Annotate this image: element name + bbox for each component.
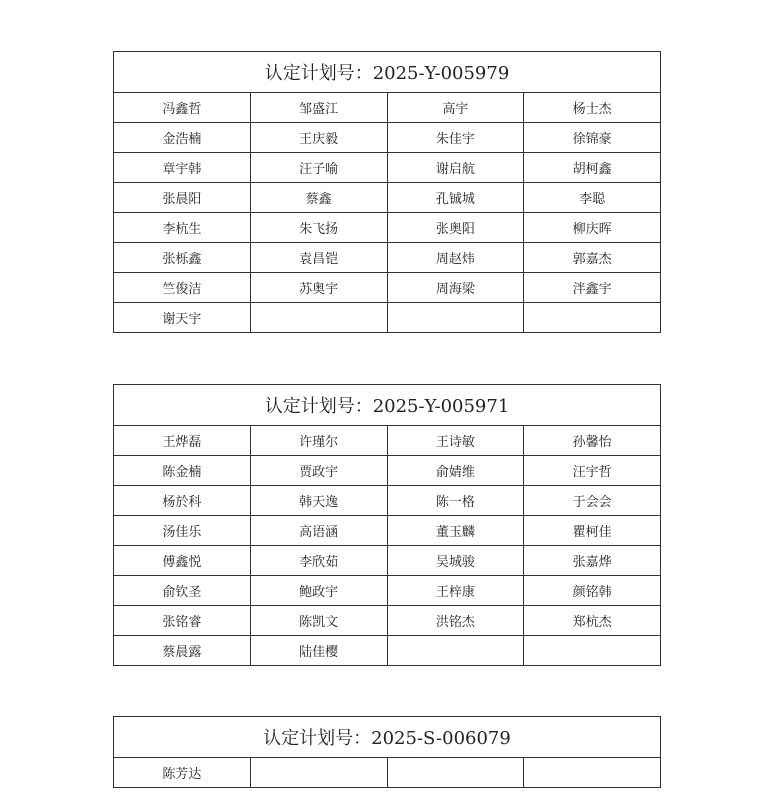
name-cell: 谢天宇 — [114, 303, 251, 333]
name-cell — [387, 636, 524, 666]
name-cell: 李聪 — [524, 183, 661, 213]
name-cell: 柳庆晖 — [524, 213, 661, 243]
name-cell: 张奥阳 — [387, 213, 524, 243]
name-cell: 俞钦圣 — [114, 576, 251, 606]
table-row — [114, 456, 661, 486]
name-cell: 于会会 — [524, 486, 661, 516]
name-cell: 鲍政宇 — [250, 576, 387, 606]
name-cell: 郭嘉杰 — [524, 243, 661, 273]
plan-title: 认定计划号：2025-S-006079 — [114, 717, 661, 758]
name-cell: 孙馨怡 — [524, 426, 661, 456]
name-cell: 张栎鑫 — [114, 243, 251, 273]
name-cell: 李欣茹 — [250, 546, 387, 576]
name-cell: 张铭睿 — [114, 606, 251, 636]
table-row — [114, 516, 661, 546]
plan-title: 认定计划号：2025-Y-005979 — [114, 52, 661, 93]
name-cell — [387, 303, 524, 333]
name-cell: 蔡晨露 — [114, 636, 251, 666]
name-cell: 胡柯鑫 — [524, 153, 661, 183]
table-row — [114, 426, 661, 456]
name-cell: 张嘉烨 — [524, 546, 661, 576]
plan-table-1 — [113, 384, 661, 666]
name-cell: 陆佳樱 — [250, 636, 387, 666]
name-cell: 颜铭韩 — [524, 576, 661, 606]
name-cell: 杨士杰 — [524, 93, 661, 123]
name-cell: 泮鑫宇 — [524, 273, 661, 303]
name-cell: 陈一格 — [387, 486, 524, 516]
table-row — [114, 486, 661, 516]
name-cell: 金浩楠 — [114, 123, 251, 153]
name-cell: 洪铭杰 — [387, 606, 524, 636]
name-cell: 邹盛江 — [250, 93, 387, 123]
name-cell: 孔铖城 — [387, 183, 524, 213]
name-cell: 高宇 — [387, 93, 524, 123]
name-cell: 章宇韩 — [114, 153, 251, 183]
name-cell: 陈芳达 — [114, 758, 251, 788]
name-cell — [524, 303, 661, 333]
name-cell: 王庆毅 — [250, 123, 387, 153]
plan-title-row — [114, 385, 661, 426]
name-cell: 王梓康 — [387, 576, 524, 606]
name-cell: 谢启航 — [387, 153, 524, 183]
name-cell: 张晨阳 — [114, 183, 251, 213]
table-row — [114, 606, 661, 636]
name-cell: 郑杭杰 — [524, 606, 661, 636]
plan-title-row — [114, 52, 661, 93]
plan-table-2 — [113, 716, 661, 788]
table-row — [114, 213, 661, 243]
name-cell: 李杭生 — [114, 213, 251, 243]
table-row — [114, 576, 661, 606]
table-row — [114, 273, 661, 303]
name-cell: 吴城骏 — [387, 546, 524, 576]
name-cell: 周赵炜 — [387, 243, 524, 273]
name-cell: 韩天逸 — [250, 486, 387, 516]
plan-table-0 — [113, 51, 661, 333]
name-cell: 董玉麟 — [387, 516, 524, 546]
name-cell: 贾政宇 — [250, 456, 387, 486]
table-row — [114, 303, 661, 333]
name-cell: 汤佳乐 — [114, 516, 251, 546]
name-cell: 瞿柯佳 — [524, 516, 661, 546]
name-cell: 陈凯文 — [250, 606, 387, 636]
table-row — [114, 183, 661, 213]
name-cell: 竺俊洁 — [114, 273, 251, 303]
table-row — [114, 93, 661, 123]
name-cell: 苏奥宇 — [250, 273, 387, 303]
name-cell: 王烨磊 — [114, 426, 251, 456]
name-cell — [524, 758, 661, 788]
name-cell: 朱佳宇 — [387, 123, 524, 153]
name-cell: 杨於科 — [114, 486, 251, 516]
name-cell — [524, 636, 661, 666]
plan-title-row — [114, 717, 661, 758]
plan-title: 认定计划号：2025-Y-005971 — [114, 385, 661, 426]
name-cell: 俞婧维 — [387, 456, 524, 486]
name-cell: 傅鑫悦 — [114, 546, 251, 576]
name-cell: 汪子喻 — [250, 153, 387, 183]
name-cell: 朱飞扬 — [250, 213, 387, 243]
table-row — [114, 546, 661, 576]
table-row — [114, 153, 661, 183]
name-cell: 周海梁 — [387, 273, 524, 303]
name-cell: 王诗敏 — [387, 426, 524, 456]
name-cell: 许瑾尔 — [250, 426, 387, 456]
table-row — [114, 636, 661, 666]
name-cell — [250, 758, 387, 788]
name-cell: 蔡鑫 — [250, 183, 387, 213]
table-row — [114, 243, 661, 273]
name-cell: 高语涵 — [250, 516, 387, 546]
table-row — [114, 758, 661, 788]
name-cell: 陈金楠 — [114, 456, 251, 486]
name-cell: 汪宇哲 — [524, 456, 661, 486]
name-cell — [250, 303, 387, 333]
name-cell: 冯鑫哲 — [114, 93, 251, 123]
name-cell — [387, 758, 524, 788]
name-cell: 袁昌铠 — [250, 243, 387, 273]
name-cell: 徐锦豪 — [524, 123, 661, 153]
table-row — [114, 123, 661, 153]
